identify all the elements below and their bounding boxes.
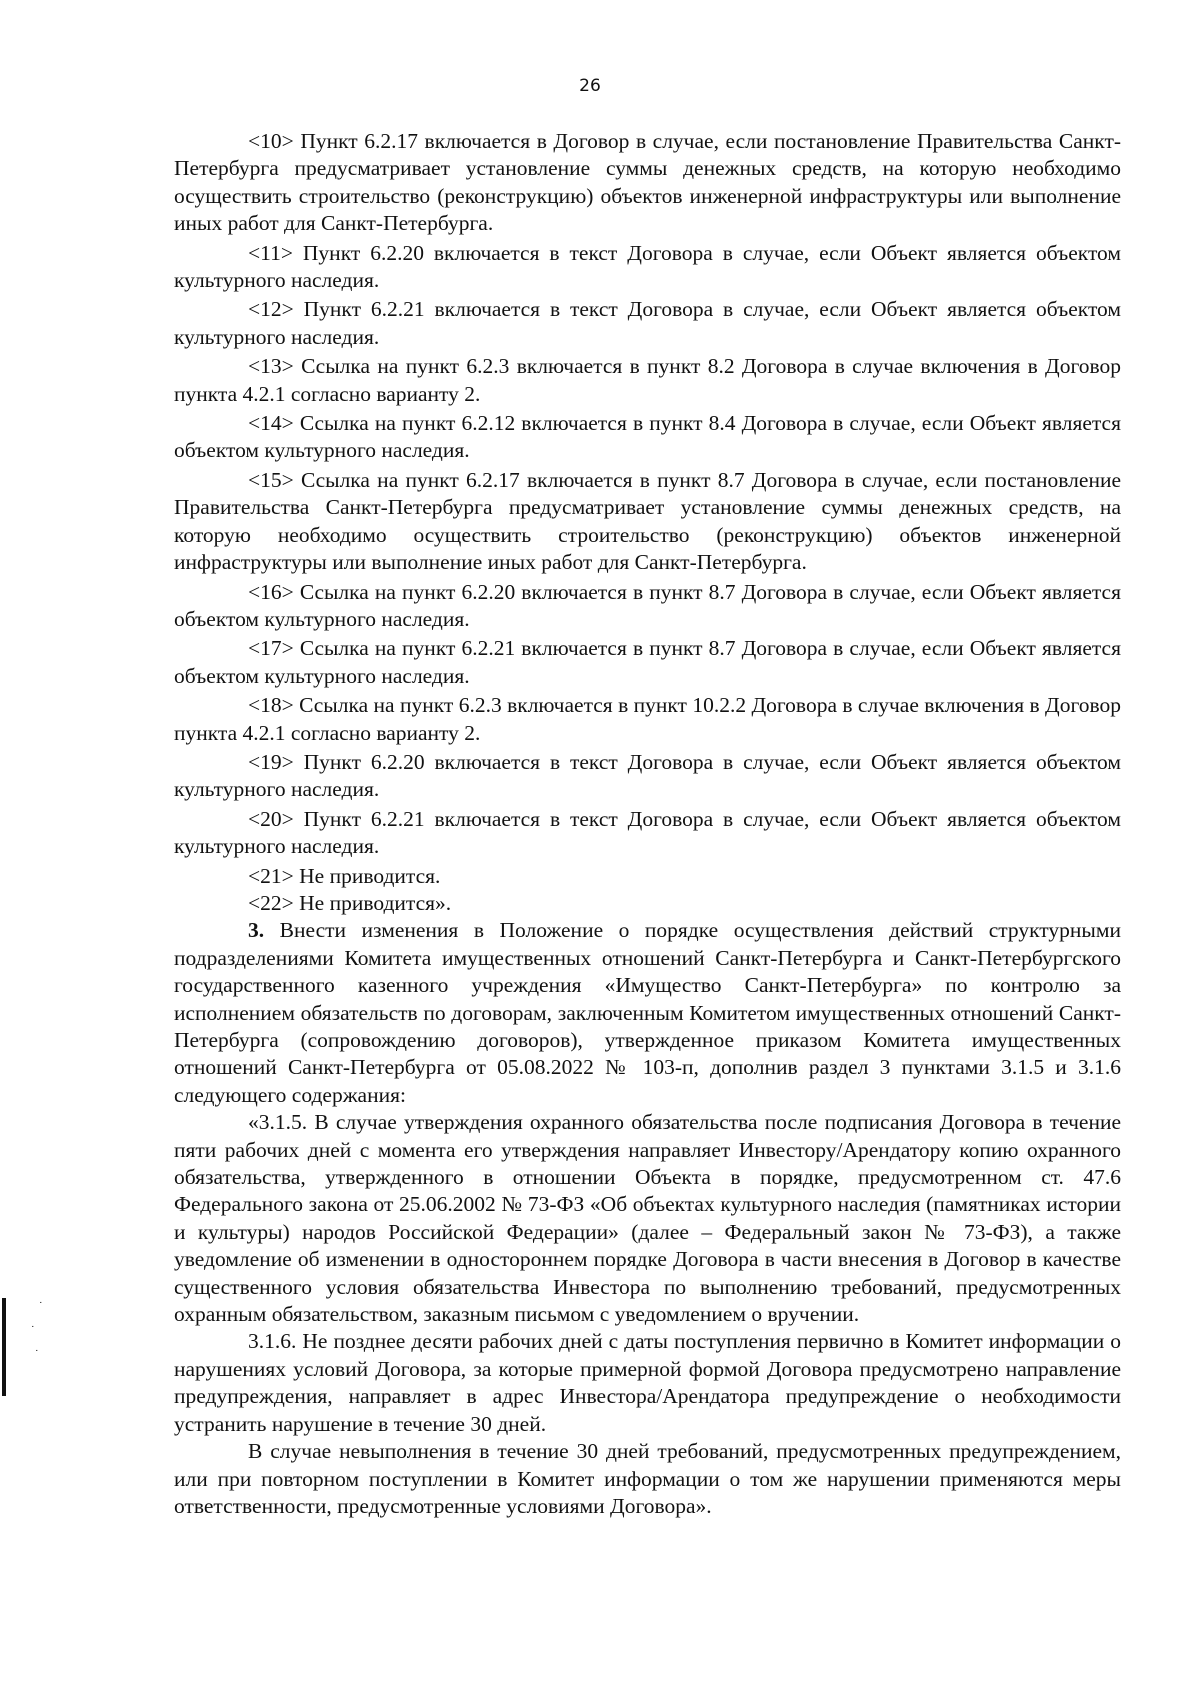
scan-speck: ˙ <box>30 1324 36 1337</box>
footnote-13: <13> Ссылка на пункт 6.2.3 включается в пункт 8.2 Договора в случае включения в Договор пункта 4.2.1 согласно варианту 2. <box>174 354 1121 406</box>
footnote-20: <20> Пункт 6.2.21 включается в текст Договора в случае, если Объект является объектом культурного наследия. <box>174 806 1121 859</box>
scan-speck: ˙ <box>38 1300 44 1313</box>
footnote-11: <11> Пункт 6.2.20 включается в текст Договора в случае, если Объект является объектом культурного наследия. <box>174 240 1121 293</box>
clause-3-1-6-continuation: В случае невыполнения в течение 30 дней требований, предусмотренных предупреждением, или при повторном поступлении в Комитет информации о том же нарушении применяются меры ответственности, предусмотренные условиями Договора». <box>174 1439 1121 1518</box>
section-3-text: Внести изменения в Положение о порядке осуществления действий структурными подразделениями Комитета имущественных отношений Санкт-Петербурга и Санкт-Петербургского государственного казенного учреждения «Имущество Санкт-Петербурга» по контролю за исполнением обязательств по договорам, заключенным Комитетом имущественных отношений Санкт-Петербурга (сопровождению договоров), утвержденное приказом Комитета имущественных отношений Санкт-Петербурга от 05.08.2022 № 103-п, дополнив раздел 3 пунктами 3.1.5 и 3.1.6 следующего содержания: <box>174 918 1121 1107</box>
section-3-paragraph <box>174 917 1121 1109</box>
footnote-10: <10> Пункт 6.2.17 включается в Договор в случае, если постановление Правительства Санкт-Петербурга предусматривает установление суммы денежных средств, на которую необходимо осуществить строительство (реконструкцию) объектов инженерной инфраструктуры или выполнение иных работ для Санкт-Петербурга. <box>174 129 1121 236</box>
footnote-14: <14> Ссылка на пункт 6.2.12 включается в пункт 8.4 Договора в случае, если Объект является объектом культурного наследия. <box>174 411 1121 463</box>
scan-margin-mark <box>2 1298 6 1396</box>
page-number: 26 <box>579 76 601 96</box>
clause-3-1-5: «3.1.5. В случае утверждения охранного обязательства после подписания Договора в течение пяти рабочих дней с момента его утверждения направляет Инвестору/Арендатору копию охранного обязательства, утвержденного в отношении Объекта в порядке, предусмотренном ст. 47.6 Федерального закона от 25.06.2002 № 73-ФЗ «Об объектах культурного наследия (памятниках истории и культуры) народов Российской Федерации» (далее – Федеральный закон № 73-ФЗ), а также уведомление об изменении в одностороннем порядке Договора в части внесения в Договор в качестве существенного условия обязательства Инвестора по выполнению требований, предусмотренных охранным обязательством, заказным письмом с уведомлением о вручении. <box>174 1110 1121 1327</box>
footnote-19: <19> Пункт 6.2.20 включается в текст Договора в случае, если Объект является объектом культурного наследия. <box>174 749 1121 802</box>
scan-speck: ˙ <box>34 1348 40 1361</box>
document-body <box>174 128 1121 1520</box>
footnote-15: <15> Ссылка на пункт 6.2.17 включается в пункт 8.7 Договора в случае, если постановление Правительства Санкт-Петербурга предусматривает установление суммы денежных средств, на которую необходимо осуществить строительство (реконструкцию) объектов инженерной инфраструктуры или выполнение иных работ для Санкт-Петербурга. <box>174 467 1121 575</box>
footnote-22: <22> Не приводится». <box>248 890 452 915</box>
footnote-18: <18> Ссылка на пункт 6.2.3 включается в пункт 10.2.2 Договора в случае включения в Договор пункта 4.2.1 согласно варианту 2. <box>174 693 1121 745</box>
footnote-16: <16> Ссылка на пункт 6.2.20 включается в пункт 8.7 Договора в случае, если Объект является объектом культурного наследия. <box>174 579 1121 631</box>
footnote-17: <17> Ссылка на пункт 6.2.21 включается в пункт 8.7 Договора в случае, если Объект является объектом культурного наследия. <box>174 636 1121 688</box>
footnote-21: <21> Не приводится. <box>248 863 441 888</box>
section-3-number: 3. <box>248 918 265 943</box>
clause-3-1-6: 3.1.6. Не позднее десяти рабочих дней с даты поступления первично в Комитет информации о нарушениях условий Договора, за которые примерной формой Договора предусмотрено направление предупреждения, направляет в адрес Инвестора/Арендатора предупреждение о необходимости устранить нарушение в течение 30 дней. <box>174 1329 1121 1436</box>
footnote-12: <12> Пункт 6.2.21 включается в текст Договора в случае, если Объект является объектом культурного наследия. <box>174 297 1121 349</box>
